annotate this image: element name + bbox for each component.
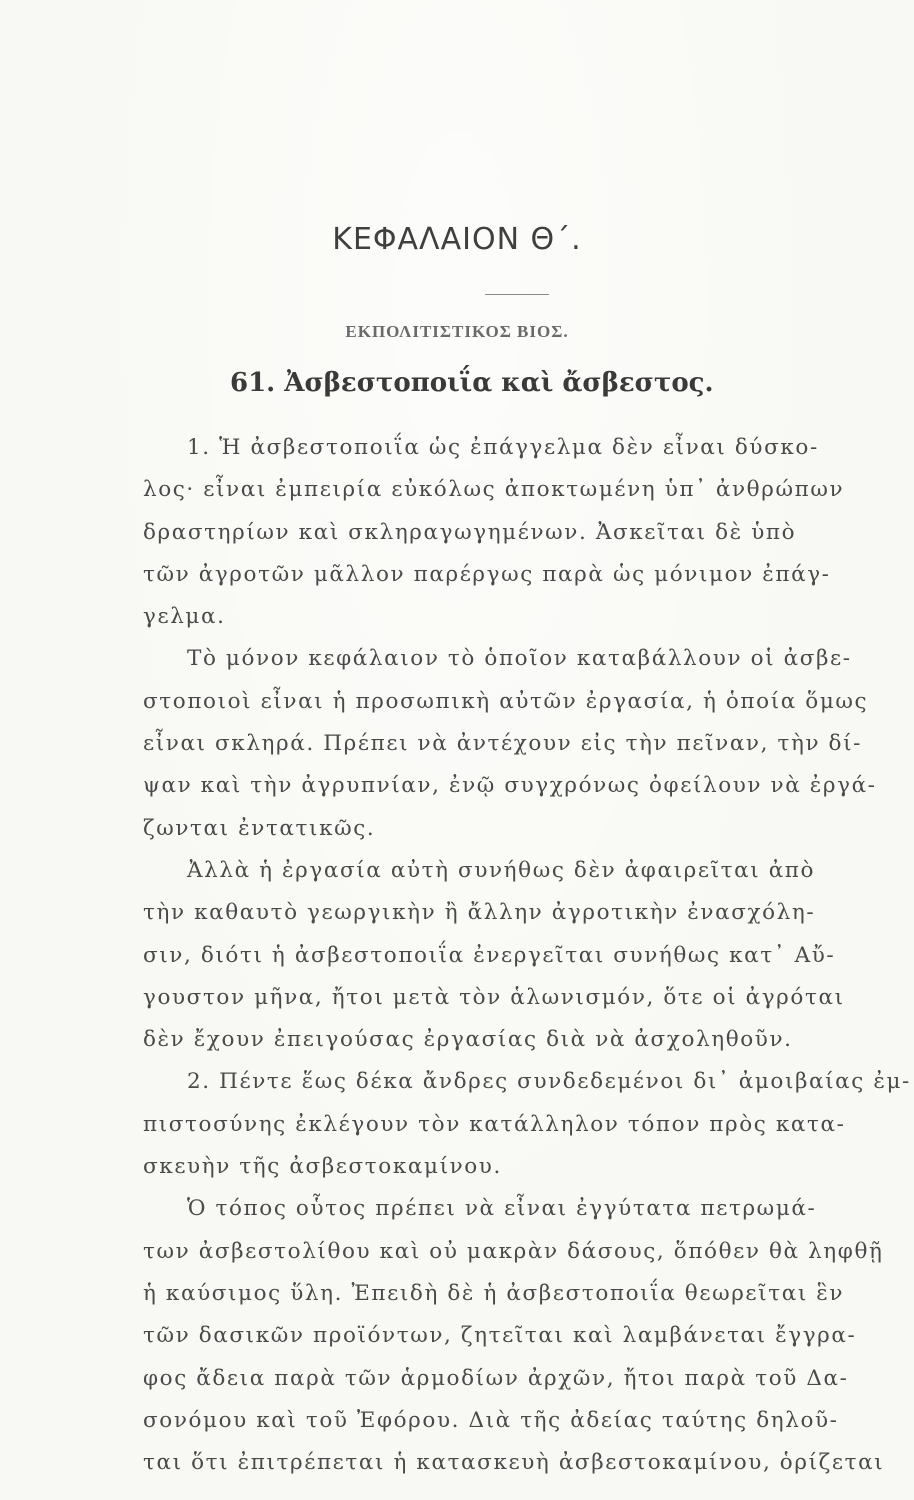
text-line: στοποιοὶ εἶναι ἡ προσωπικὴ αὐτῶν ἐργασία, ἡ ὁποία ὅμως	[143, 688, 869, 714]
text-line: εἶναι σκληρά. Πρέπει νὰ ἀντέχουν εἰς τὴν πεῖναν, τὴν δί-	[143, 731, 862, 757]
body-text	[143, 427, 914, 1484]
chapter-subtitle: ΕΚΠΟΛΙΤΙΣΤΙΚΟΣ ΒΙΟΣ.	[345, 322, 569, 341]
text-line: δὲν ἔχουν ἐπειγούσας ἐργασίας διὰ νὰ ἀσχοληθοῦν.	[143, 1027, 793, 1053]
text-line: ται ὅτι ἐπιτρέπεται ἡ κατασκευὴ ἀσβεστοκαμίνου, ὁρίζεται	[143, 1450, 885, 1476]
text-line: σκευὴν τῆς ἀσβεστοκαμίνου.	[143, 1154, 502, 1180]
text-line: Ὁ τόπος οὗτος πρέπει νὰ εἶναι ἐγγύτατα πετρωμά-	[187, 1196, 817, 1222]
text-line: ἡ καύσιμος ὕλη. Ἐπειδὴ δὲ ἡ ἀσβεστοποιΐα θεωρεῖται ἓν	[143, 1280, 845, 1306]
text-line: λος· εἶναι ἐμπειρία εὐκόλως ἀποκτωμένη ὑπ᾿ ἀνθρώπων	[143, 477, 845, 503]
text-line: τῶν ἀγροτῶν μᾶλλον παρέργως παρὰ ὡς μόνιμον ἐπάγ-	[143, 561, 831, 587]
text-line: 1. Ἡ ἀσβεστοποιΐα ὡς ἐπάγγελμα δὲν εἶναι δύσκο-	[187, 435, 819, 460]
text-line: ψαν καὶ τὴν ἀγρυπνίαν, ἐνῷ συγχρόνως ὀφείλουν νὰ ἐργά-	[143, 773, 877, 799]
text-line: σονόμου καὶ τοῦ Ἐφόρου. Διὰ τῆς ἀδείας ταύτης δηλοῦ-	[143, 1407, 839, 1433]
text-line: σιν, διότι ἡ ἀσβεστοποιΐα ἐνεργεῖται συνήθως κατ᾿ Αὔ-	[143, 942, 836, 968]
title-divider	[485, 294, 549, 295]
text-line: φος ἄδεια παρὰ τῶν ἁρμοδίων ἀρχῶν, ἤτοι παρὰ τοῦ Δα-	[143, 1365, 849, 1391]
text-line: πιστοσύνης ἐκλέγουν τὸν κατάλληλον τόπον πρὸς κατα-	[143, 1111, 846, 1137]
chapter-title: ΚΕΦΑΛΑΙΟΝ Θ΄.	[332, 222, 582, 257]
text-line: γουστον μῆνα, ἤτοι μετὰ τὸν ἁλωνισμόν, ὅτε οἱ ἀγρόται	[143, 984, 845, 1010]
text-line: τῶν δασικῶν προϊόντων, ζητεῖται καὶ λαμβάνεται ἔγγρα-	[143, 1323, 857, 1349]
text-line: δραστηρίων καὶ σκληραγωγημένων. Ἀσκεῖται δὲ ὑπὸ	[143, 519, 797, 545]
text-line: Ἀλλὰ ἡ ἐργασία αὐτὴ συνήθως δὲν ἀφαιρεῖται ἀπὸ	[187, 857, 816, 883]
text-line: τὴν καθαυτὸ γεωργικὴν ἢ ἄλλην ἀγροτικὴν ἐνασχόλη-	[143, 900, 816, 926]
text-line: 2. Πέντε ἕως δέκα ἄνδρες συνδεδεμένοι δι᾿ ἀμοιβαίας ἐμ-	[187, 1069, 911, 1095]
text-line: ζωνται ἐντατικῶς.	[143, 815, 376, 841]
section-heading: 61. Ἀσβεστοποιΐα καὶ ἄσβεστος.	[230, 368, 714, 398]
text-line: των ἀσβεστολίθου καὶ οὐ μακρὰν δάσους, ὅπόθεν θὰ ληφθῇ	[143, 1238, 884, 1264]
text-line: Τὸ μόνον κεφάλαιον τὸ ὁποῖον καταβάλλουν οἱ ἀσβε-	[187, 646, 852, 672]
text-line: γελμα.	[143, 604, 226, 630]
